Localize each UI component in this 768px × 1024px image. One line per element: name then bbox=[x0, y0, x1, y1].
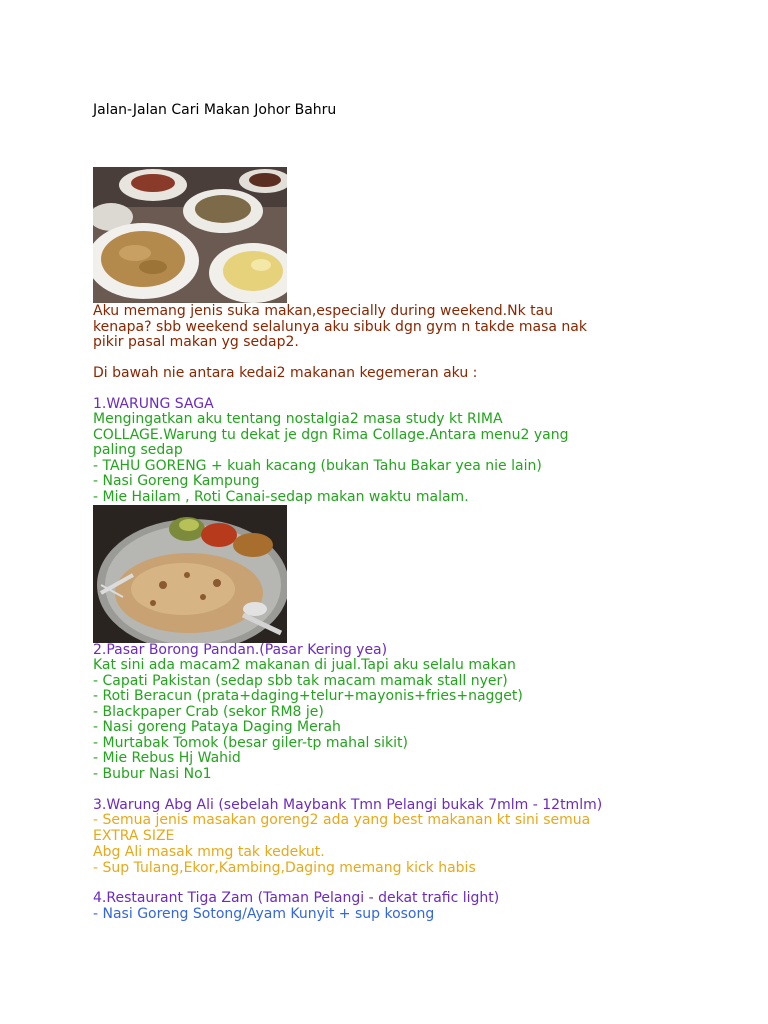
menu-item: - Murtabak Tomok (besar giler-tp mahal sikit) bbox=[93, 735, 408, 751]
menu-item: - Roti Beracun (prata+daging+telur+mayonis+fries+nagget) bbox=[93, 688, 523, 704]
intro-line: Aku memang jenis suka makan,especially during weekend.Nk tau bbox=[93, 303, 554, 319]
section-desc: Kat sini ada macam2 makanan di jual.Tapi aku selalu makan bbox=[93, 657, 516, 673]
section-line: EXTRA SIZE bbox=[93, 828, 175, 844]
section-desc: COLLAGE.Warung tu dekat je dgn Rima Collage.Antara menu2 yang bbox=[93, 427, 569, 443]
lead-line: Di bawah nie antara kedai2 makanan kegemeran aku : bbox=[93, 365, 478, 381]
food-plates-photo bbox=[93, 167, 287, 303]
menu-item: - Nasi goreng Pataya Daging Merah bbox=[93, 719, 341, 735]
roti-canai-photo bbox=[93, 505, 287, 643]
section-heading: 2.Pasar Borong Pandan.(Pasar Kering yea) bbox=[93, 642, 388, 658]
menu-item: - TAHU GORENG + kuah kacang (bukan Tahu Bakar yea nie lain) bbox=[93, 458, 542, 474]
intro-line: kenapa? sbb weekend selalunya aku sibuk dgn gym n takde masa nak bbox=[93, 319, 587, 335]
page-title: Jalan-Jalan Cari Makan Johor Bahru bbox=[93, 102, 337, 118]
section-desc: Mengingatkan aku tentang nostalgia2 masa study kt RIMA bbox=[93, 411, 503, 427]
intro-line: pikir pasal makan yg sedap2. bbox=[93, 334, 299, 350]
menu-item: - Blackpaper Crab (sekor RM8 je) bbox=[93, 704, 324, 720]
menu-item: - Mie Rebus Hj Wahid bbox=[93, 750, 241, 766]
section-line: - Sup Tulang,Ekor,Kambing,Daging memang kick habis bbox=[93, 860, 476, 876]
section-desc: paling sedap bbox=[93, 442, 183, 458]
menu-item: - Nasi Goreng Kampung bbox=[93, 473, 260, 489]
menu-item: - Bubur Nasi No1 bbox=[93, 766, 212, 782]
section-line: - Semua jenis masakan goreng2 ada yang best makanan kt sini semua bbox=[93, 812, 591, 828]
section-heading: 3.Warung Abg Ali (sebelah Maybank Tmn Pelangi bukak 7mlm - 12tmlm) bbox=[93, 797, 603, 813]
section-heading: 4.Restaurant Tiga Zam (Taman Pelangi - dekat trafic light) bbox=[93, 890, 500, 906]
section-heading: 1.WARUNG SAGA bbox=[93, 396, 214, 412]
menu-item: - Mie Hailam , Roti Canai-sedap makan waktu malam. bbox=[93, 489, 469, 505]
menu-item: - Capati Pakistan (sedap sbb tak macam mamak stall nyer) bbox=[93, 673, 508, 689]
menu-item: - Nasi Goreng Sotong/Ayam Kunyit + sup kosong bbox=[93, 906, 435, 922]
section-line: Abg Ali masak mmg tak kedekut. bbox=[93, 844, 325, 860]
